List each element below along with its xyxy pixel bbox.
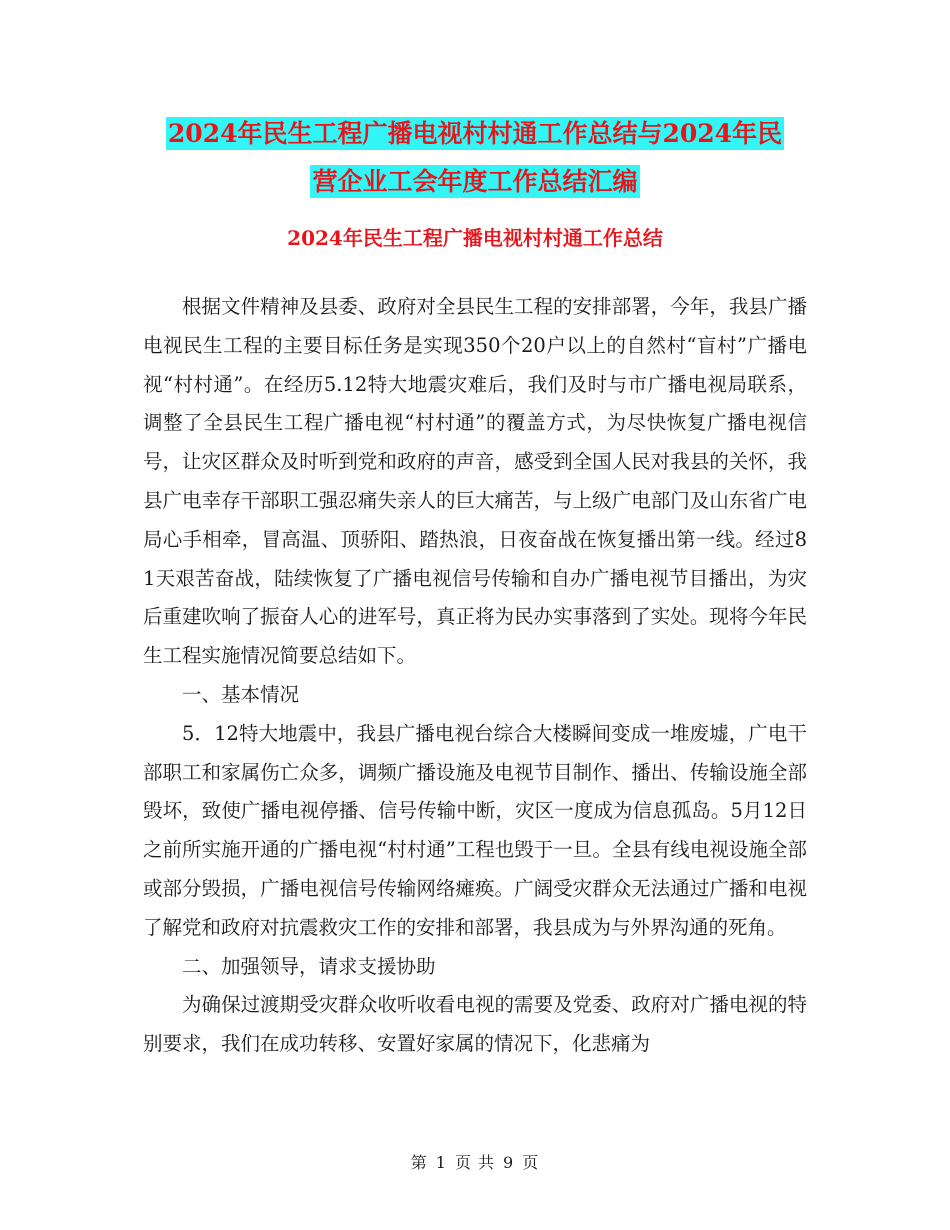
document-title [0, 110, 950, 206]
footer-mid: 页 共 [454, 1153, 496, 1172]
paragraph-leadership: 为确保过渡期受灾群众收听收看电视的需要及党委、政府对广播电视的特别要求，我们在成功转移、安置好家属的情况下，化悲痛为 [143, 993, 807, 1056]
heading-basic-situation: 一、基本情况 [182, 682, 300, 706]
paragraph-basic-situation: 5．12特大地震中，我县广播电视台综合大楼瞬间变成一堆废墟，广电干部职工和家属伤亡众多，调频广播设施及电视节目制作、播出、传输设施全部毁坏，致使广播电视停播、信号传输中断，灾区一度成为信息孤岛。5月12日之前所实施开通的广播电视“村村通”工程也毁于一旦。全县有线电视设施全部或部分毁损，广播电视信号传输网络瘫痪。广阔受灾群众无法通过广播和电视了解党和政府对抗震救灾工作的安排和部署，我县成为与外界沟通的死角。 [143, 721, 807, 939]
paragraph-intro: 根据文件精神及县委、政府对全县民生工程的安排部署，今年，我县广播电视民生工程的主要目标任务是实现350个20户以上的自然村“盲村”广播电视“村村通”。在经历5.12特大地震灾难后，我们及时与市广播电视局联系，调整了全县民生工程广播电视“村村通”的覆盖方式，为尽快恢复广播电视信号，让灾区群众及时听到党和政府的声音，感受到全国人民对我县的关怀，我县广电幸存干部职工强忍痛失亲人的巨大痛苦，与上级广电部门及山东省广电局心手相牵，冒高温、顶骄阳、踏热浪，日夜奋战在恢复播出第一线。经过81天艰苦奋战，陆续恢复了广播电视信号传输和自办广播电视节目播出，为灾后重建吹响了振奋人心的进军号，真正将为民办实事落到了实处。现将今年民生工程实施情况简要总结如下。 [143, 295, 807, 668]
footer-prefix: 第 [410, 1153, 428, 1172]
footer-suffix: 页 [522, 1153, 540, 1172]
page-total: 9 [503, 1153, 515, 1172]
title-line-1: 2024年民生工程广播电视村村通工作总结与2024年民 [167, 119, 783, 148]
page-footer [0, 1150, 950, 1173]
section-title: 2024年民生工程广播电视村村通工作总结 [287, 226, 663, 250]
heading-leadership: 二、加强领导，请求支援协助 [182, 954, 436, 978]
title-line-2: 营企业工会年度工作总结汇编 [312, 167, 638, 196]
page-number: 1 [435, 1153, 447, 1172]
body-text [143, 288, 807, 1064]
